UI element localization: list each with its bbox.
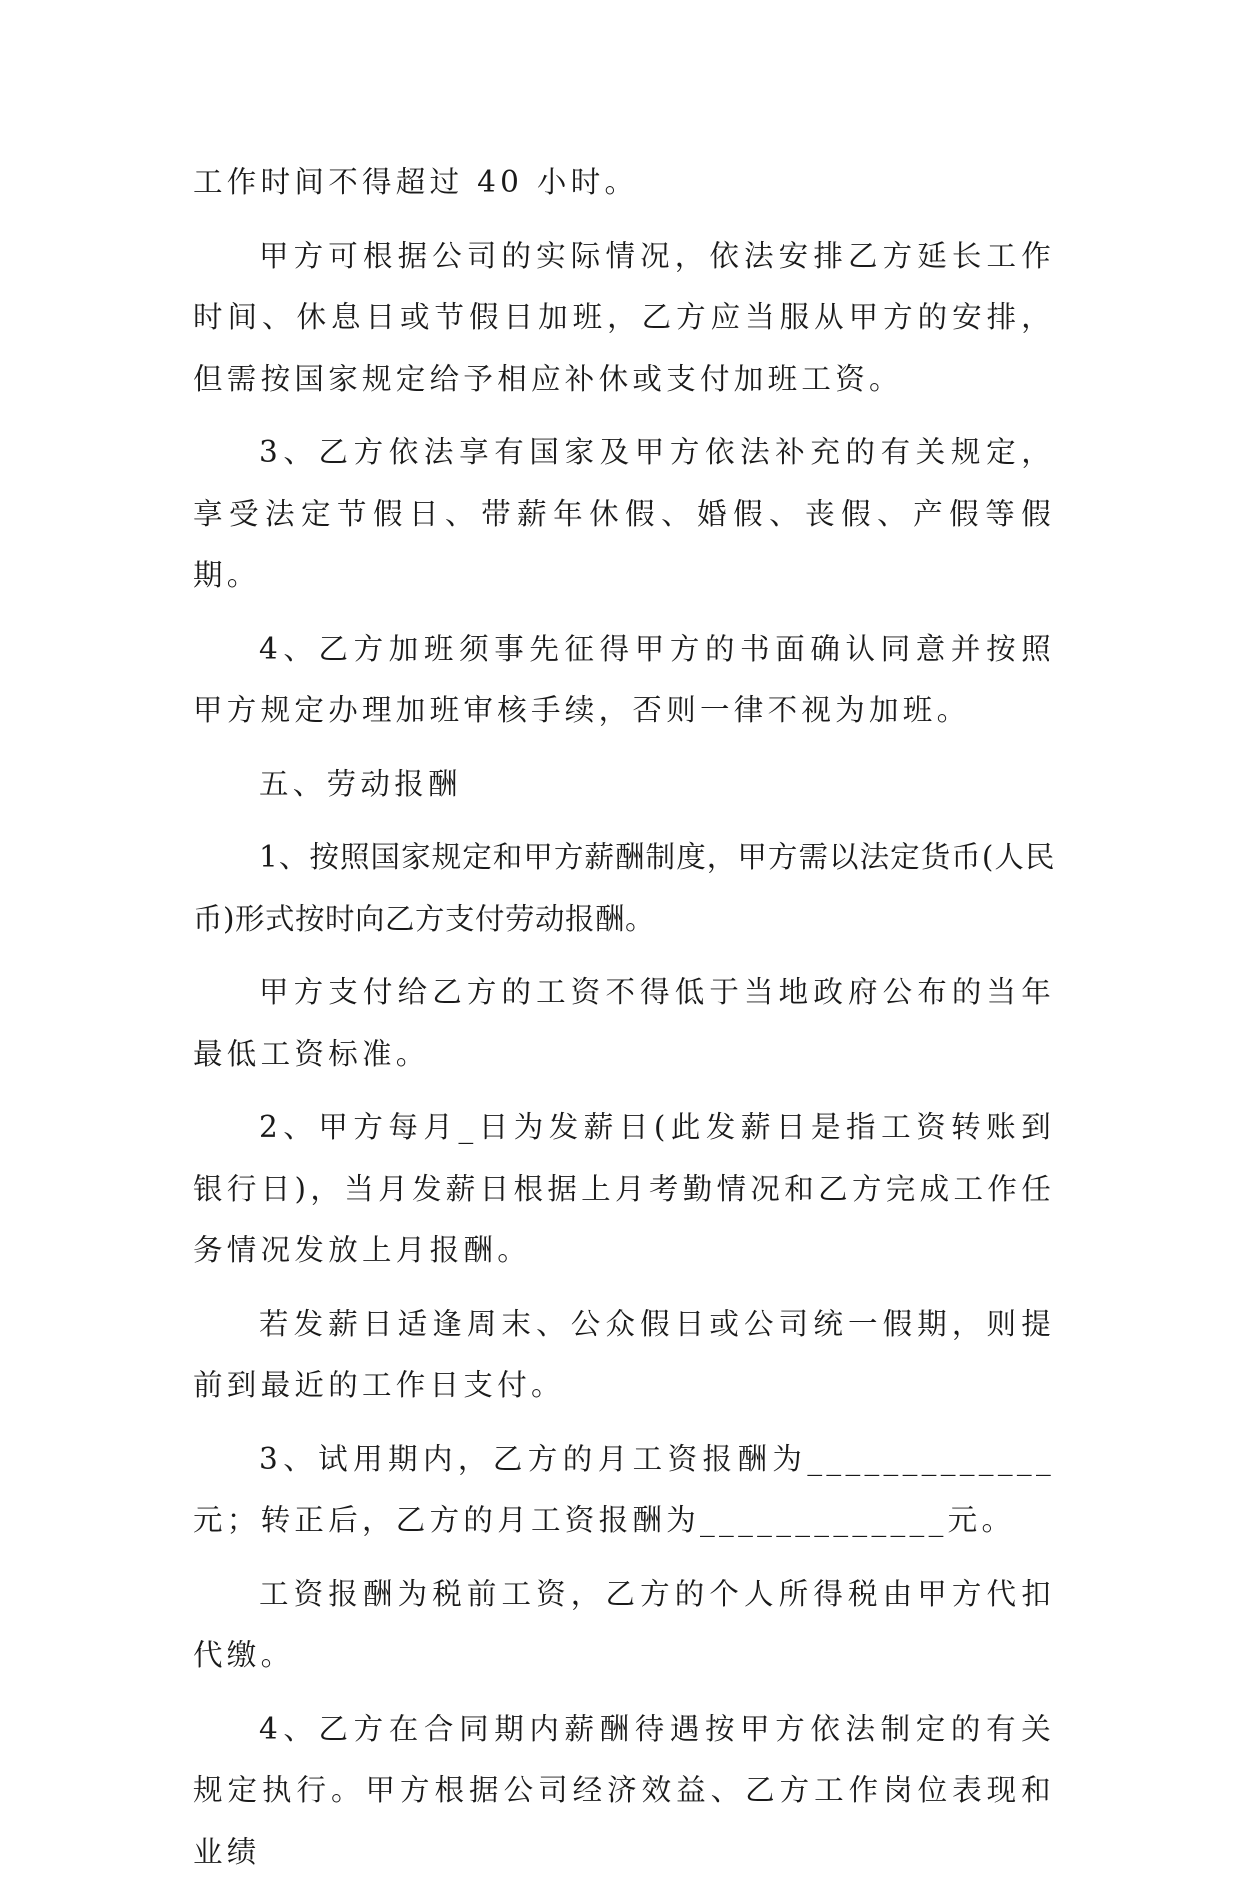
document-body <box>193 152 1055 1895</box>
paragraph-clause-3-holidays: 3、乙方依法享有国家及甲方依法补充的有关规定，享受法定节假日、带薪年休假、婚假、丧假、产假等假期。 <box>193 435 1055 592</box>
paragraph-pay-clause-1: 1、按照国家规定和甲方薪酬制度，甲方需以法定货币(人民币)形式按时向乙方支付劳动报酬。 <box>193 840 1055 936</box>
paragraph-pay-clause-4-adjustment: 4、乙方在合同期内薪酬待遇按甲方依法制定的有关规定执行。甲方根据公司经济效益、乙方工作岗位表现和业绩 <box>193 1711 1055 1869</box>
paragraph-pretax-salary: 工资报酬为税前工资，乙方的个人所得税由甲方代扣代缴。 <box>193 1576 1055 1672</box>
paragraph-minimum-wage: 甲方支付给乙方的工资不得低于当地政府公布的当年最低工资标准。 <box>193 975 1055 1071</box>
paragraph-clause-4-overtime-approval: 4、乙方加班须事先征得甲方的书面确认同意并按照甲方规定办理加班审核手续，否则一律不视为加班。 <box>193 631 1055 727</box>
paragraph-pay-clause-3-salary: 3、试用期内，乙方的月工资报酬为_____________元；转正后，乙方的月工资报酬为_____________元。 <box>193 1441 1055 1537</box>
paragraph-working-hours-limit: 工作时间不得超过 40 小时。 <box>193 165 639 199</box>
section-heading-labor-remuneration: 五、劳动报酬 <box>259 766 462 801</box>
paragraph-pay-clause-2-payday: 2、甲方每月_日为发薪日(此发薪日是指工资转账到银行日)，当月发薪日根据上月考勤情况和乙方完成工作任务情况发放上月报酬。 <box>193 1110 1055 1267</box>
paragraph-overtime-arrangement: 甲方可根据公司的实际情况，依法安排乙方延长工作时间、休息日或节假日加班，乙方应当服从甲方的安排，但需按国家规定给予相应补休或支付加班工资。 <box>193 238 1055 396</box>
paragraph-payday-holiday: 若发薪日适逢周末、公众假日或公司统一假期，则提前到最近的工作日支付。 <box>193 1306 1055 1402</box>
